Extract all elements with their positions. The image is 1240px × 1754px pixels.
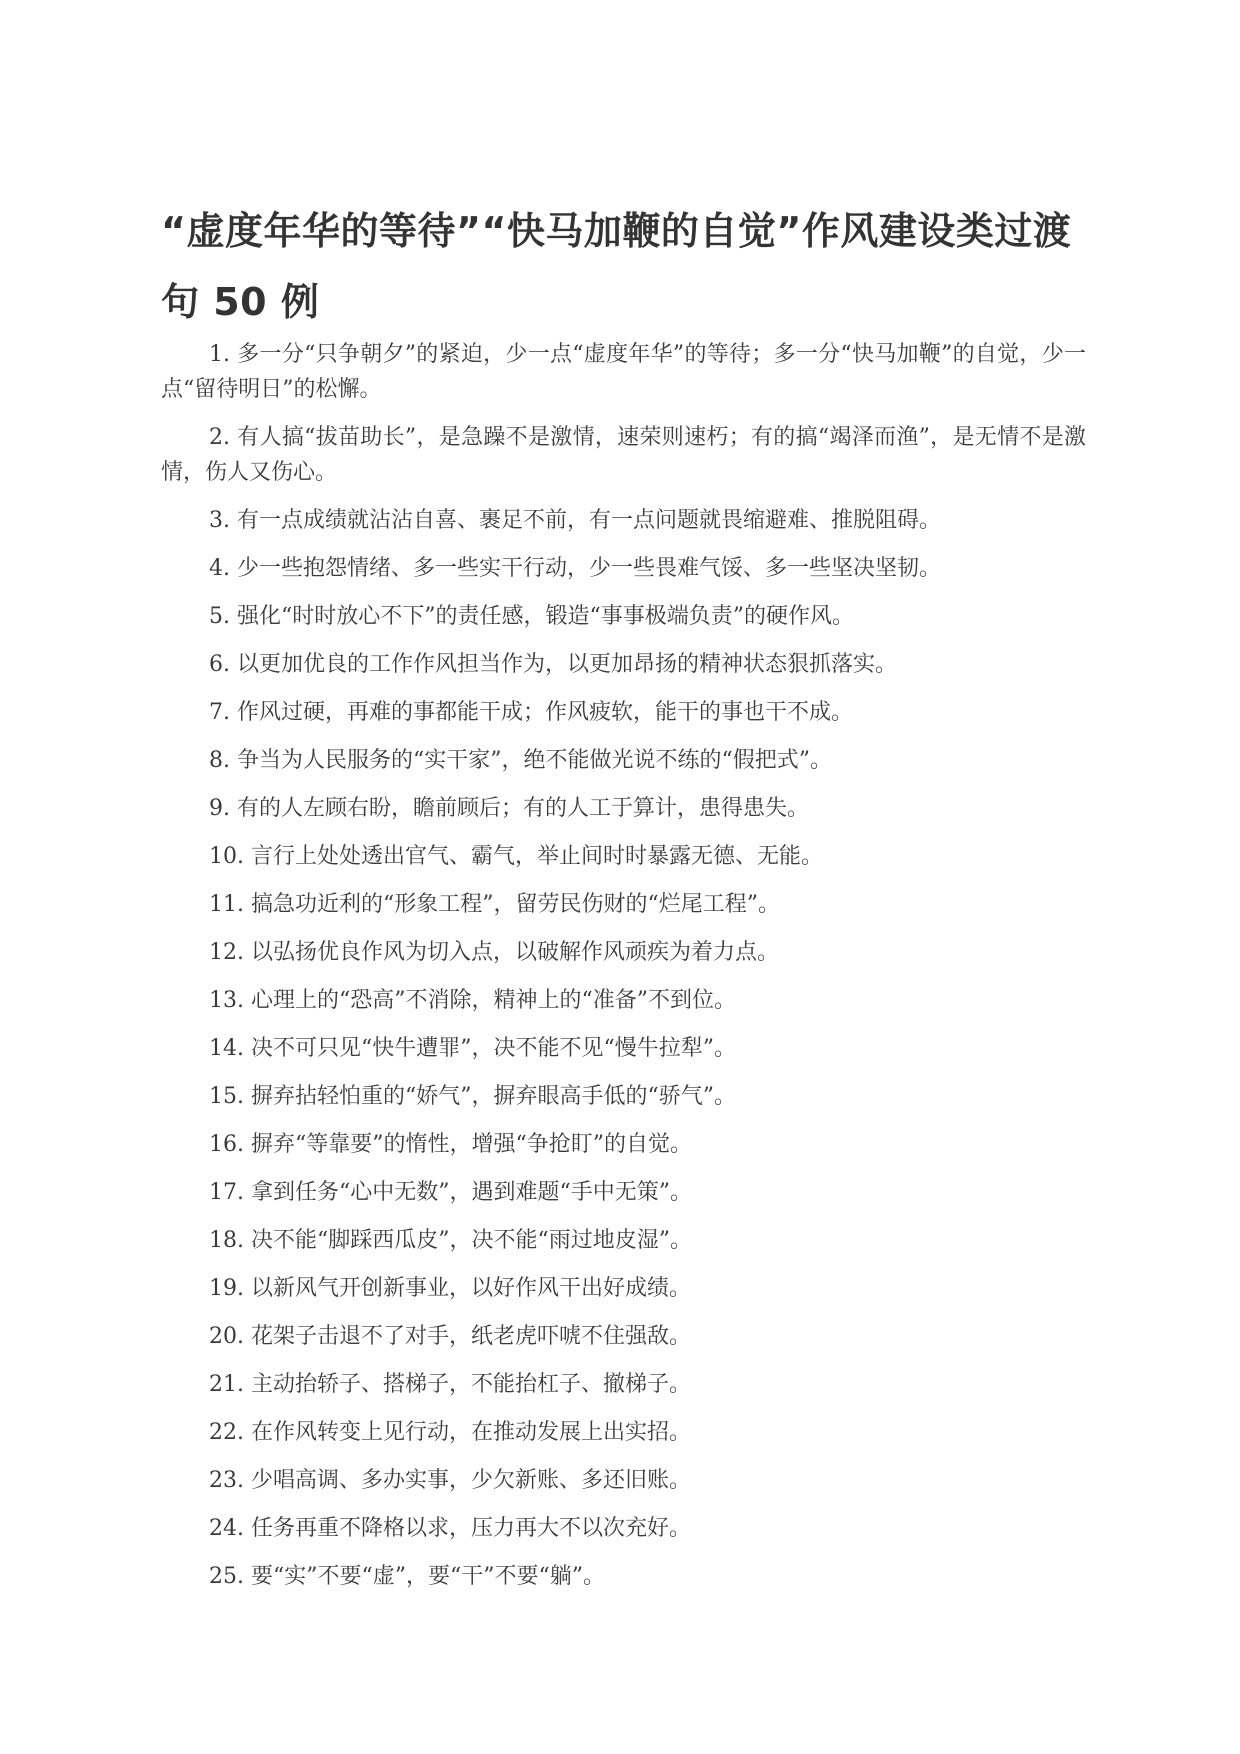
- list-item: 6. 以更加优良的工作作风担当作为，以更加昂扬的精神状态狠抓落实。: [209, 652, 897, 677]
- list-item: 10. 言行上处处透出官气、霸气，举止间时时暴露无德、无能。: [209, 844, 823, 869]
- list-item: 22. 在作风转变上见行动，在推动发展上出实招。: [209, 1420, 691, 1445]
- list-item: 2. 有人搞“拔苗助长”，是急躁不是激情，速荣则速朽；有的搞“竭泽而渔”，是无情不是激情，伤人又伤心。: [161, 425, 1086, 485]
- list-item: 5. 强化“时时放心不下”的责任感，锻造“事事极端负责”的硬作风。: [209, 604, 854, 629]
- document-title: “虚度年华的等待”“快马加鞭的自觉”作风建设类过渡句 50 例: [161, 209, 1072, 324]
- list-item: 14. 决不可只见“快牛遭罪”，决不能不见“慢牛拉犁”。: [209, 1036, 736, 1061]
- list-item: 24. 任务再重不降格以求，压力再大不以次充好。: [209, 1516, 691, 1541]
- list-item: 19. 以新风气开创新事业，以好作风干出好成绩。: [209, 1276, 691, 1301]
- list-item: 16. 摒弃“等靠要”的惰性，增强“争抢盯”的自觉。: [209, 1132, 692, 1157]
- list-item: 3. 有一点成绩就沾沾自喜、裹足不前，有一点问题就畏缩避难、推脱阻碍。: [209, 508, 941, 533]
- list-item: 11. 搞急功近利的“形象工程”，留劳民伤财的“烂尾工程”。: [209, 892, 780, 917]
- list-item: 4. 少一些抱怨情绪、多一些实干行动，少一些畏难气馁、多一些坚决坚韧。: [209, 556, 941, 581]
- list-item: 20. 花架子击退不了对手，纸老虎吓唬不住强敌。: [209, 1324, 691, 1349]
- list-item: 9. 有的人左顾右盼，瞻前顾后；有的人工于算计，患得患失。: [209, 796, 809, 821]
- sentence-list: [161, 337, 1086, 1607]
- list-item: 13. 心理上的“恐高”不消除，精神上的“准备”不到位。: [209, 988, 736, 1013]
- list-item: 17. 拿到任务“心中无数”，遇到难题“手中无策”。: [209, 1180, 692, 1205]
- list-item: 21. 主动抬轿子、搭梯子，不能抬杠子、撤梯子。: [209, 1372, 691, 1397]
- list-item: 15. 摒弃拈轻怕重的“娇气”，摒弃眼高手低的“骄气”。: [209, 1084, 736, 1109]
- list-item: 23. 少唱高调、多办实事，少欠新账、多还旧账。: [209, 1468, 691, 1493]
- list-item: 1. 多一分“只争朝夕”的紧迫，少一点“虚度年华”的等待；多一分“快马加鞭”的自觉，少一点“留待明日”的松懈。: [161, 342, 1086, 402]
- list-item: 12. 以弘扬优良作风为切入点，以破解作风顽疾为着力点。: [209, 940, 779, 965]
- list-item: 25. 要“实”不要“虚”，要“干”不要“躺”。: [209, 1564, 605, 1589]
- list-item: 8. 争当为人民服务的“实干家”，绝不能做光说不练的“假把式”。: [209, 748, 832, 773]
- list-item: 18. 决不能“脚踩西瓜皮”，决不能“雨过地皮湿”。: [209, 1228, 692, 1253]
- list-item: 7. 作风过硬，再难的事都能干成；作风疲软，能干的事也干不成。: [209, 700, 853, 725]
